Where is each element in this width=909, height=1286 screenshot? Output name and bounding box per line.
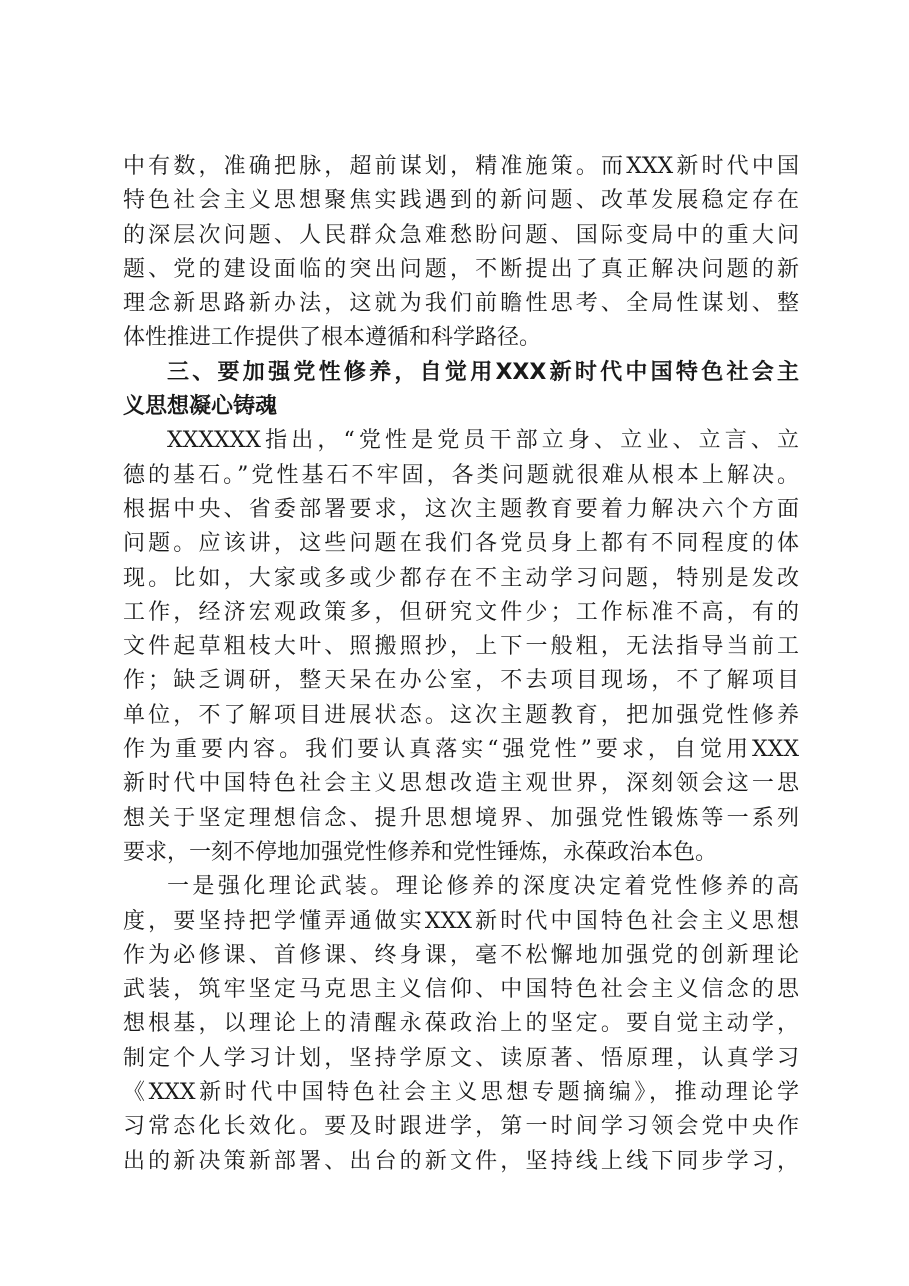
text-line: 制定个人学习计划，坚持学原文、读原著、悟原理，认真学习 <box>123 1045 799 1071</box>
text-line: 出的新决策新部署、出台的新文件，坚持线上线下同步学习， <box>123 1148 799 1174</box>
text-line: 习常态化长效化。要及时跟进学，第一时间学习领会党中央作 <box>123 1114 799 1140</box>
text-line: 中有数，准确把脉，超前谋划，精准施策。而XXX新时代中国 <box>123 154 799 179</box>
text-line: XXXXXX指出，“党性是党员干部立身、立业、立言、立 <box>167 428 799 454</box>
text-line: 作为重要内容。我们要认真落实“强党性”要求，自觉用XXX <box>123 737 799 763</box>
paragraph-3 <box>123 870 799 1179</box>
text-line: 体性推进工作提供了根本遵循和科学路径。 <box>123 325 542 351</box>
heading-line: 三、要加强党性修养，自觉用XXX新时代中国特色社会主 <box>167 359 799 385</box>
text-line: 工作，经济宏观政策多，但研究文件少；工作标准不高，有的 <box>123 599 799 625</box>
text-line: 特色社会主义思想聚焦实践遇到的新问题、改革发展稳定存在 <box>123 188 799 214</box>
text-line: 现。比如，大家或多或少都存在不主动学习问题，特别是发改 <box>123 565 799 591</box>
text-line: 德的基石。”党性基石不牢固，各类问题就很难从根本上解决。 <box>123 462 799 488</box>
text-line: 问题。应该讲，这些问题在我们各党员身上都有不同程度的体 <box>123 531 799 557</box>
text-line: 文件起草粗枝大叶、照搬照抄，上下一般粗，无法指导当前工 <box>123 634 799 660</box>
text-line: 武装，筑牢坚定马克思主义信仰、中国特色社会主义信念的思 <box>123 977 799 1003</box>
heading-line: 义思想凝心铸魂 <box>123 394 278 420</box>
paragraph-1 <box>123 150 799 356</box>
text-line: 一是强化理论武装。理论修养的深度决定着党性修养的高 <box>167 874 799 900</box>
paragraph-2 <box>123 424 799 870</box>
text-line: 的深层次问题、人民群众急难愁盼问题、国际变局中的重大问 <box>123 222 799 248</box>
text-line: 想根基，以理论上的清醒永葆政治上的坚定。要自觉主动学， <box>123 1011 799 1037</box>
text-line: 单位，不了解项目进展状态。这次主题教育，把加强党性修养 <box>123 702 799 728</box>
document-body <box>123 150 799 1179</box>
text-line: 根据中央、省委部署要求，这次主题教育要着力解决六个方面 <box>123 496 799 522</box>
text-line: 作为必修课、首修课、终身课，毫不松懈地加强党的创新理论 <box>123 942 799 968</box>
text-line: 想关于坚定理想信念、提升思想境界、加强党性锻炼等一系列 <box>123 805 799 831</box>
text-line: 新时代中国特色社会主义思想改造主观世界，深刻领会这一思 <box>123 771 799 797</box>
text-line: 度，要坚持把学懂弄通做实XXX新时代中国特色社会主义思想 <box>123 908 799 934</box>
text-line: 《XXX新时代中国特色社会主义思想专题摘编》，推动理论学 <box>123 1080 799 1106</box>
text-line: 题、党的建设面临的突出问题，不断提出了真正解决问题的新 <box>123 256 799 282</box>
text-line: 要求，一刻不停地加强党性修养和党性锤炼，永葆政治本色。 <box>123 839 718 865</box>
section-heading <box>123 356 799 425</box>
text-line: 作；缺乏调研，整天呆在办公室，不去项目现场，不了解项目 <box>123 668 799 694</box>
text-line: 理念新思路新办法，这就为我们前瞻性思考、全局性谋划、整 <box>123 291 799 317</box>
